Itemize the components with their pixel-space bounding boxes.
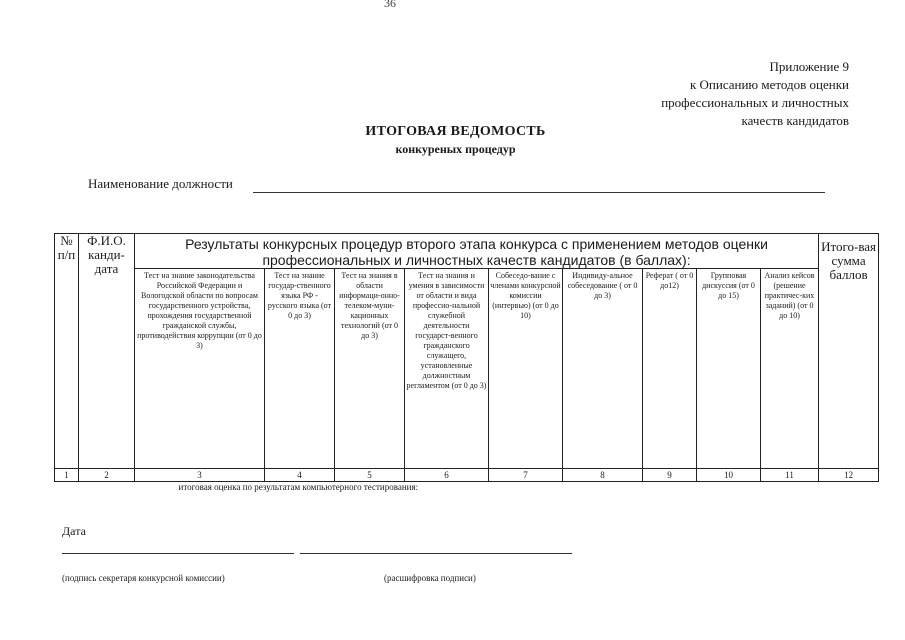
- signature-caption: (подпись секретаря конкурсной комиссии): [62, 573, 225, 583]
- col-header-total: Итого-вая сумма баллов: [819, 234, 879, 469]
- column-number: 4: [265, 469, 335, 482]
- col-header-individual-interview: Индивиду-альное собеседование ( от 0 до 3): [563, 269, 643, 469]
- col-header-essay: Реферат ( от 0 до12): [643, 269, 697, 469]
- summary-row: [55, 482, 879, 494]
- results-table: [54, 233, 879, 493]
- col-header-legislation-test: Тест на знание законодательства Российской Федерации и Вологодской области по вопросам государственного устройства, прохождения государственной гражданской службы, противодействия коррупции (от 0 до 3): [135, 269, 265, 469]
- title-block: [0, 124, 905, 157]
- signature-line[interactable]: [62, 553, 294, 554]
- summary-label: итоговая оценка по результатам компьютерного тестирования:: [79, 482, 489, 494]
- col-header-results: Результаты конкурсных процедур второго этапа конкурса с применением методов оценки профессиональных и личностных качеств кандидатов (в баллах):: [135, 234, 819, 269]
- column-number: 3: [135, 469, 265, 482]
- position-field-line[interactable]: [253, 192, 825, 193]
- decoding-line[interactable]: [300, 553, 572, 554]
- col-header-fio: Ф.И.О. канди-дата: [79, 234, 135, 469]
- appendix-line: Приложение 9: [769, 59, 849, 74]
- column-number: 5: [335, 469, 405, 482]
- col-header-interview: Собеседо-вание с членами конкурсной комиссии (интервью) (от 0 до 10): [489, 269, 563, 469]
- blank-cell: [55, 482, 79, 494]
- column-number: 10: [697, 469, 761, 482]
- column-number: 11: [761, 469, 819, 482]
- col-header-it-test: Тест на знания в области информаци-онно-телеком-муни-кационных технологий (от 0 до 3): [335, 269, 405, 469]
- column-number: 12: [819, 469, 879, 482]
- col-header-language-test: Тест на знание государ-ственного языка РФ - русского языка (от 0 до 3): [265, 269, 335, 469]
- document-title: ИТОГОВАЯ ВЕДОМОСТЬ: [365, 124, 546, 139]
- column-number: 7: [489, 469, 563, 482]
- col-header-number: № п/п: [55, 234, 79, 469]
- col-header-professional-test: Тест на знания и умения в зависимости от области и вида профессио-нальной служебной деятельности государст-венного гражданского служащего, установленные должностным регламентом (от 0 до 3): [405, 269, 489, 469]
- appendix-line: к Описанию методов оценки: [689, 77, 849, 92]
- column-number: 2: [79, 469, 135, 482]
- appendix-line: профессиональных и личностных: [661, 95, 849, 110]
- column-number-row: [55, 469, 879, 482]
- appendix-line: качеств кандидатов: [741, 113, 849, 128]
- column-number: 6: [405, 469, 489, 482]
- position-label: Наименование должности: [88, 176, 233, 191]
- document-subtitle: конкуреных процедур: [395, 142, 516, 156]
- col-header-group-discussion: Групповая дискуссия (от 0 до 15): [697, 269, 761, 469]
- decoding-caption: (расшифровка подписи): [384, 573, 476, 583]
- column-number: 9: [643, 469, 697, 482]
- appendix-header: [661, 58, 849, 130]
- column-number: 1: [55, 469, 79, 482]
- page-number: 36: [384, 0, 396, 10]
- date-label: Дата: [62, 524, 86, 538]
- column-number: 8: [563, 469, 643, 482]
- col-header-case-analysis: Анализ кейсов (решение практичес-ких заданий) (от 0 до 10): [761, 269, 819, 469]
- blank-cell: [489, 482, 879, 494]
